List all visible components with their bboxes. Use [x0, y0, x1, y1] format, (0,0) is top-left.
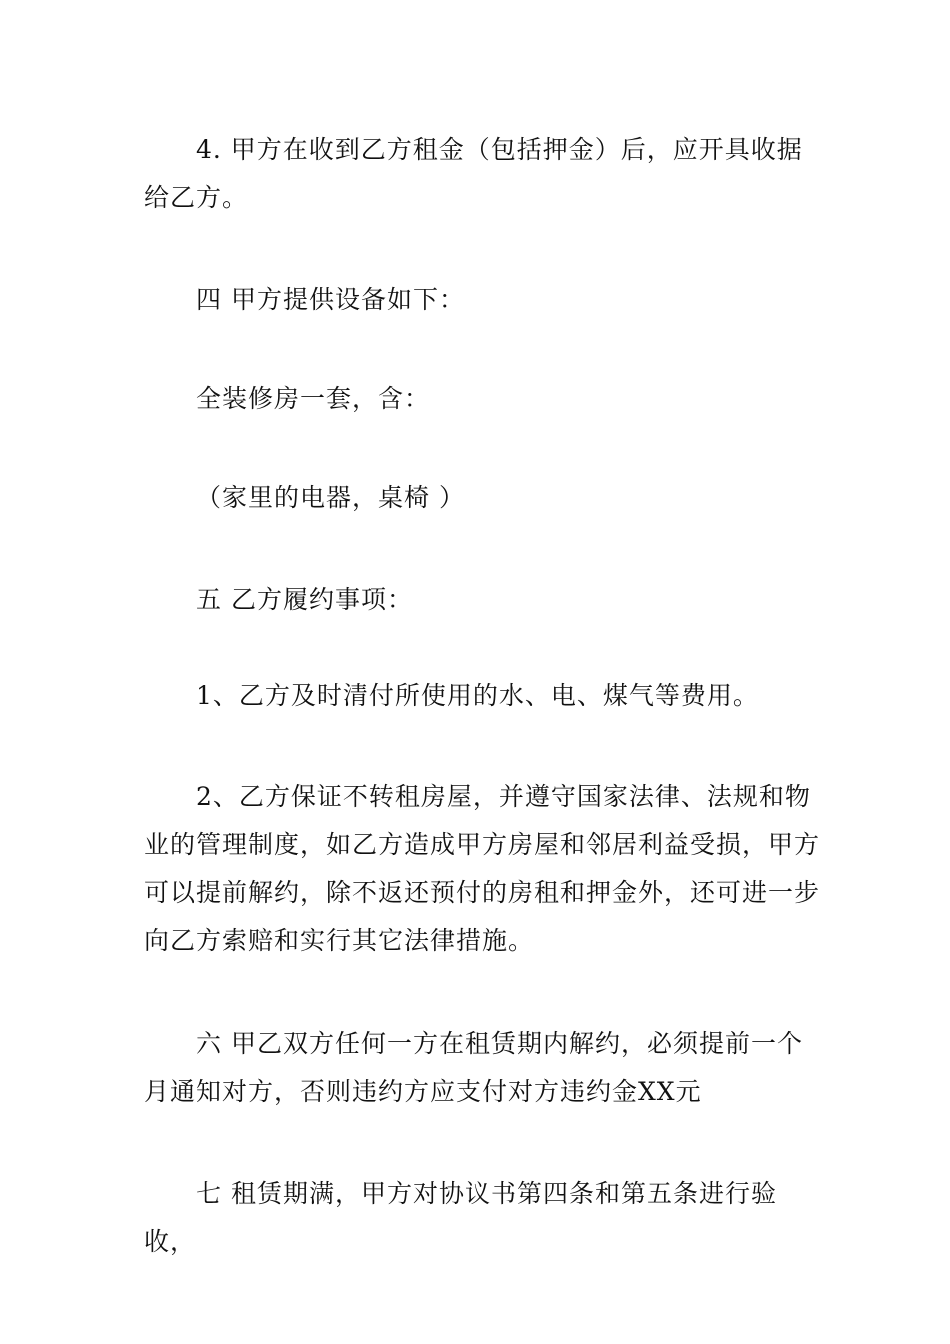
clause-paragraph: 4. 甲方在收到乙方租金（包括押金）后，应开具收据给乙方。 [144, 135, 803, 212]
clause-heading: 四 甲方提供设备如下： [196, 285, 465, 314]
clause-paragraph: 1、乙方及时清付所使用的水、电、煤气等费用。 [196, 681, 759, 710]
clause-heading: 五 乙方履约事项： [196, 585, 413, 614]
clause-paragraph: 2、乙方保证不转租房屋，并遵守国家法律、法规和物业的管理制度，如乙方造成甲方房屋和邻居利益受损，甲方可以提前解约，除不返还预付的房租和押金外，还可进一步向乙方索赔和实行其它法律措施。 [144, 782, 821, 955]
clause-paragraph: （家里的电器，桌椅 ） [196, 483, 465, 512]
clause-paragraph: 七 租赁期满，甲方对协议书第四条和第五条进行验收， [144, 1179, 777, 1256]
clause-paragraph: 全装修房一套，含： [196, 384, 431, 413]
clause-paragraph: 六 甲乙双方任何一方在租赁期内解约，必须提前一个月通知对方，否则违约方应支付对方违约金XX元 [144, 1029, 803, 1106]
